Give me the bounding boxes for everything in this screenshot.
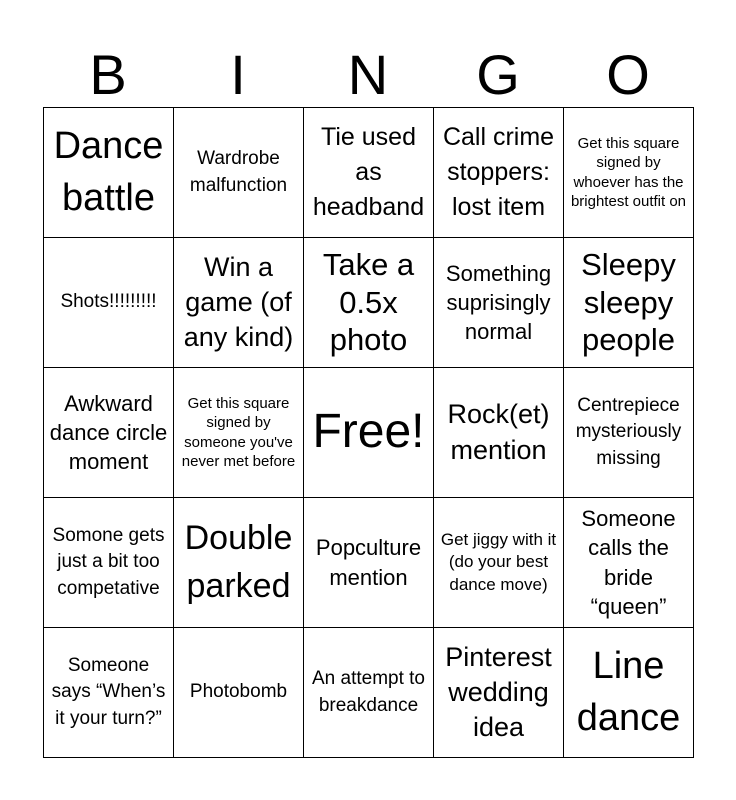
cell-text: Double parked (184, 518, 293, 605)
cell-text: Shots!!!!!!!!! (60, 291, 157, 313)
bingo-cell[interactable] (44, 108, 174, 238)
bingo-cell[interactable] (304, 498, 434, 628)
cell-text: Line dance (576, 645, 681, 739)
cell-text: Win a game (of any kind) (183, 251, 294, 353)
cell-text: Take a 0.5x photo (322, 246, 415, 358)
cell-text: An attempt to breakdance (311, 668, 425, 716)
bingo-cell[interactable] (174, 108, 304, 238)
bingo-header (43, 42, 693, 108)
bingo-cell[interactable] (44, 498, 174, 628)
cell-text: Someone says “When’s it your turn?” (51, 655, 166, 729)
bingo-cell[interactable] (174, 498, 304, 628)
cell-text: Get this square signed by whoever has the brightest outfit on (570, 134, 687, 210)
cell-text: Get jiggy with it (do your best dance move) (440, 530, 557, 594)
bingo-cell[interactable] (44, 368, 174, 498)
header-letter-n: N (347, 43, 389, 106)
bingo-cell[interactable] (44, 628, 174, 758)
cell-text: Rock(et) mention (447, 399, 550, 465)
cell-text: Tie used as headband (312, 123, 425, 221)
header-letter-i: I (230, 43, 246, 106)
free-space-cell[interactable] (304, 368, 434, 498)
cell-text: Photobomb (189, 681, 288, 703)
cell-text: Awkward dance circle moment (49, 390, 168, 475)
cell-text: Pinterest wedding idea (445, 641, 552, 743)
bingo-cell[interactable] (434, 628, 564, 758)
cell-text: Popculture mention (315, 535, 422, 590)
bingo-cell[interactable] (564, 628, 694, 758)
header-letter-o: O (606, 43, 650, 106)
cell-text: Somone gets just a bit too competative (52, 525, 165, 599)
cell-text: Something suprisingly normal (445, 260, 552, 345)
bingo-cell[interactable] (304, 108, 434, 238)
bingo-cell[interactable] (44, 238, 174, 368)
bingo-cell[interactable] (174, 368, 304, 498)
free-space-text: Free! (312, 405, 425, 459)
cell-text: Call crime stoppers: lost item (442, 123, 555, 221)
bingo-cell[interactable] (434, 368, 564, 498)
cell-text: Someone calls the bride “queen” (581, 506, 676, 619)
cell-text: Get this square signed by someone you've never met before (181, 394, 296, 470)
bingo-cell[interactable] (304, 238, 434, 368)
header-letter-b: B (89, 43, 127, 106)
bingo-cell[interactable] (564, 238, 694, 368)
bingo-cell[interactable] (434, 238, 564, 368)
cell-text: Dance battle (53, 125, 164, 219)
bingo-cell[interactable] (434, 498, 564, 628)
bingo-cell[interactable] (564, 368, 694, 498)
bingo-cell[interactable] (174, 238, 304, 368)
bingo-grid (43, 107, 694, 758)
header-letter-g: G (476, 43, 520, 106)
bingo-cell[interactable] (174, 628, 304, 758)
bingo-cell[interactable] (564, 498, 694, 628)
bingo-cell[interactable] (434, 108, 564, 238)
cell-text: Sleepy sleepy people (581, 246, 676, 358)
cell-text: Centrepiece mysteriously missing (575, 395, 682, 469)
cell-text: Wardrobe malfunction (189, 148, 288, 196)
bingo-cell[interactable] (564, 108, 694, 238)
bingo-cell[interactable] (304, 628, 434, 758)
